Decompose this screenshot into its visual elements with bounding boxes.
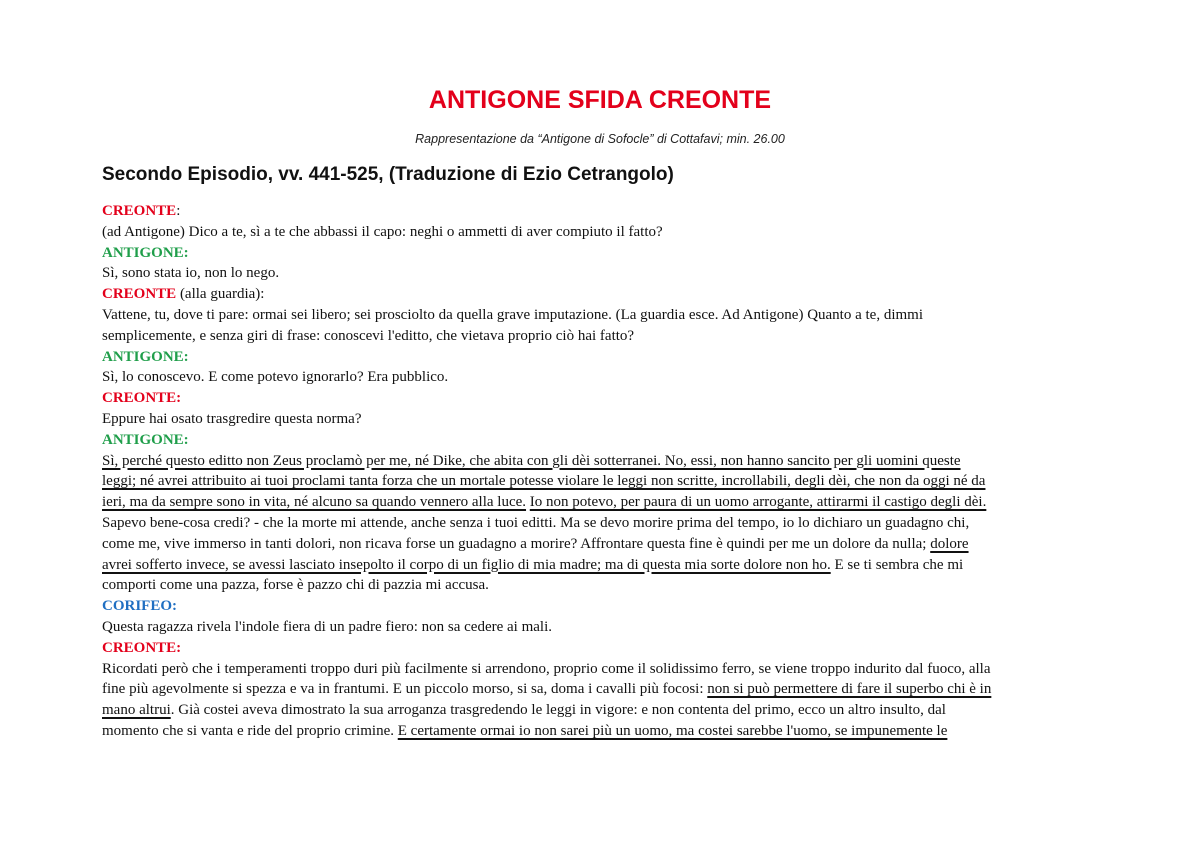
text-line	[102, 471, 1120, 492]
underlined-text: mano altrui	[102, 702, 171, 719]
speaker-label: CREONTE:	[102, 390, 182, 407]
text-line	[102, 409, 1120, 430]
speaker-label: CREONTE:	[102, 639, 182, 656]
line-text: E se ti sembra che mi	[830, 556, 964, 573]
text-line	[102, 617, 1120, 638]
underlined-text: E certamente ormai io non sarei più un uomo, ma costei sarebbe l'uomo, se impunemente le	[397, 722, 948, 739]
text-line	[102, 388, 1120, 409]
text-line	[102, 513, 1120, 534]
underlined-text: ieri, ma da sempre sono in vita, né alcuno sa quando vennero alla luce.	[102, 494, 527, 511]
line-text: Sì, sono stata io, non lo nego.	[102, 265, 280, 282]
dialogue-body	[102, 201, 1120, 742]
line-text: come me, vive immerso in tanti dolori, non ricava forse un guadagno a morire? Affrontare questa fine è quindi per me un dolore da nulla;	[102, 535, 931, 552]
underlined-text: dolore	[930, 535, 969, 552]
speaker-label: CORIFEO:	[102, 598, 177, 615]
underlined-text: Sì, perché questo editto non Zeus proclamò per me, né Dike, che abita con gli dèi sotterranei. No, essi, non hanno sancito per gli uomini queste	[102, 452, 961, 469]
text-line	[102, 430, 1120, 451]
text-line	[102, 201, 1120, 222]
text-line	[102, 367, 1120, 388]
speaker-label: ANTIGONE:	[102, 431, 189, 448]
text-line	[102, 700, 1120, 721]
speaker-label: ANTIGONE:	[102, 244, 189, 261]
text-line	[102, 243, 1120, 264]
text-line	[102, 222, 1120, 243]
underlined-text: leggi; né avrei attribuito ai tuoi proclami tanta forza che un mortale potesse violare le leggi non scritte, incrollabili, degli dèi, che non da oggi né da	[102, 473, 986, 490]
line-text: (ad Antigone) Dico a te, sì a te che abbassi il capo: neghi o ammetti di aver compiuto il fatto?	[102, 223, 663, 240]
text-line	[102, 596, 1120, 617]
line-text: Questa ragazza rivela l'indole fiera di un padre fiero: non sa cedere ai mali.	[102, 618, 552, 635]
text-line	[102, 347, 1120, 368]
underlined-text: Io non potevo, per paura di un uomo arrogante, attirarmi il castigo degli dèi.	[529, 494, 987, 511]
line-text: Ricordati però che i temperamenti troppo duri più facilmente si arrendono, proprio come il solidissimo ferro, se viene troppo indurito dal fuoco, alla	[102, 660, 991, 677]
line-text: . Già costei aveva dimostrato la sua arroganza trasgredendo le leggi in vigore: e non contenta del primo, ecco un altro insulto, dal	[170, 702, 946, 719]
text-line	[102, 305, 1120, 326]
line-text: :	[176, 203, 181, 219]
section-heading: Secondo Episodio, vv. 441-525, (Traduzione di Ezio Cetrangolo)	[102, 164, 674, 185]
text-line	[102, 555, 1120, 576]
text-line	[102, 721, 1120, 742]
text-line	[102, 263, 1120, 284]
text-line	[102, 534, 1120, 555]
text-line	[102, 659, 1120, 680]
text-line	[102, 492, 1120, 513]
underlined-text: non si può permettere di fare il superbo chi è in	[707, 681, 992, 698]
document-title: ANTIGONE SFIDA CREONTE	[428, 86, 772, 114]
line-text: Sì, lo conoscevo. E come potevo ignorarlo? Era pubblico.	[102, 369, 449, 386]
line-text: fine più agevolmente si spezza e va in frantumi. E un piccolo morso, si sa, doma i cavalli più focosi:	[102, 681, 708, 698]
line-text: semplicemente, e senza giri di frase: conoscevi l'editto, che vietava proprio ciò hai fatto?	[102, 327, 635, 344]
text-line	[102, 284, 1120, 305]
line-text: comporti come una pazza, forse è pazzo chi di pazzia mi accusa.	[102, 577, 489, 594]
underlined-text: avrei sofferto invece, se avessi lasciato insepolto il corpo di un figlio di mia madre; ma di questa mia sorte dolore non ho.	[102, 556, 831, 573]
line-text: Vattene, tu, dove ti pare: ormai sei libero; sei prosciolto da quella grave imputazione. (La guardia esce. Ad Antigone) Quanto a te, dimmi	[102, 306, 924, 323]
line-text: Eppure hai osato trasgredire questa norma?	[102, 410, 362, 427]
speaker-label: CREONTE	[102, 203, 177, 219]
text-line	[102, 575, 1120, 596]
text-line	[102, 451, 1120, 472]
text-line	[102, 326, 1120, 347]
speaker-label: CREONTE	[102, 286, 177, 303]
line-text: Sapevo bene-cosa credi? - che la morte mi attende, anche senza i tuoi editti. Ma se devo morire prima del tempo, io lo dichiaro un guadagno chi,	[102, 514, 970, 531]
line-text: momento che si vanta e ride del proprio crimine.	[102, 722, 398, 739]
speaker-label: ANTIGONE:	[102, 348, 189, 365]
text-line	[102, 638, 1120, 659]
text-line	[102, 679, 1120, 700]
document-subtitle: Rappresentazione da “Antigone di Sofocle” di Cottafavi; min. 26.00	[415, 132, 785, 146]
line-text: (alla guardia):	[176, 286, 265, 303]
